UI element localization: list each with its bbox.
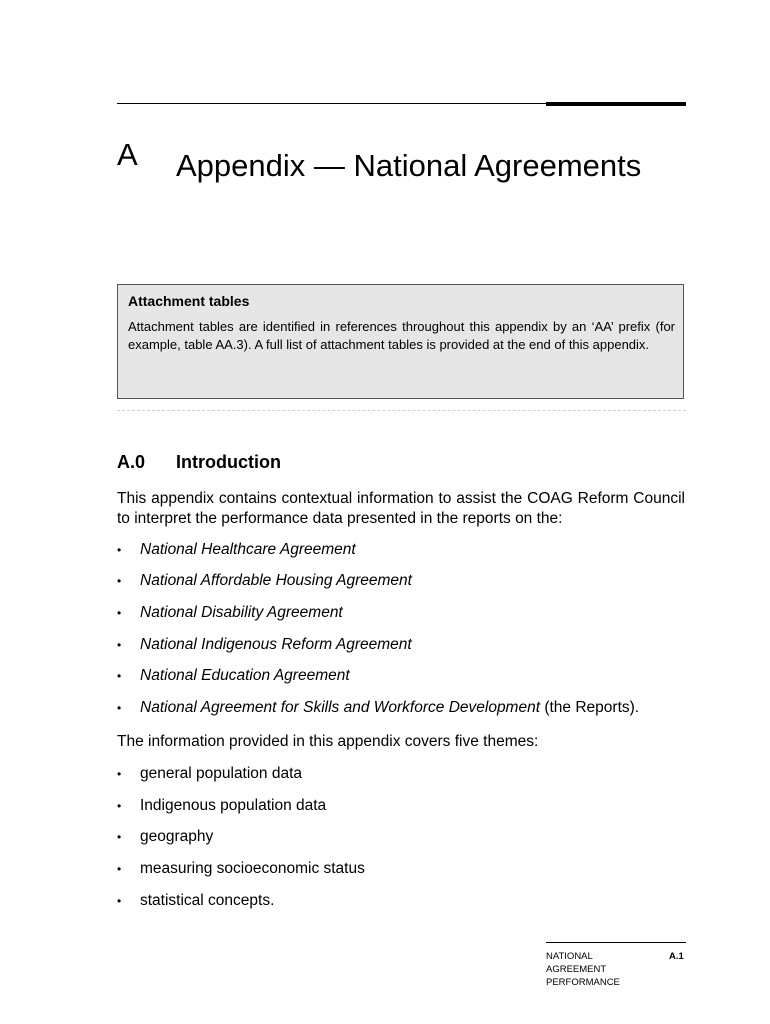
agreement-name: National Disability Agreement [140, 604, 343, 621]
box-divider [117, 410, 686, 411]
section-number: A.0 [117, 452, 146, 472]
theme-text: measuring socioeconomic status [140, 860, 365, 877]
footer-rule [546, 942, 686, 943]
agreement-name: National Education Agreement [140, 667, 350, 684]
bullet-icon: • [117, 799, 122, 813]
page-title: Appendix — National Agreements [176, 148, 642, 183]
theme-text: general population data [140, 765, 303, 782]
footer-line: NATIONAL [546, 951, 593, 962]
bullet-icon: • [117, 701, 122, 715]
themes-paragraph: The information provided in this appendix covers five themes: [117, 733, 539, 750]
attachment-box-text: Attachment tables are identified in references throughout this appendix by an ‘AA’ prefix (for example, table AA.3). A full list of attachment tables is provided at the end of this appendix. [128, 319, 675, 352]
theme-text: geography [140, 828, 214, 845]
footer-line: AGREEMENT [546, 964, 607, 975]
theme-text: statistical concepts. [140, 892, 275, 909]
agreement-name: National Agreement for Skills and Workforce Development [140, 699, 541, 716]
header-rule-accent [546, 102, 686, 106]
bullet-icon: • [117, 574, 122, 588]
intro-paragraph: This appendix contains contextual information to assist the COAG Reform Council to interpret the performance data presented in the reports on the: [117, 490, 685, 527]
bullet-icon: • [117, 543, 122, 557]
agreement-name: National Healthcare Agreement [140, 541, 356, 558]
footer-report-name [546, 950, 620, 989]
bullet-icon: • [117, 830, 122, 844]
section-title: Introduction [176, 452, 281, 472]
attachment-box-title: Attachment tables [128, 293, 250, 309]
footer-line: PERFORMANCE [546, 977, 620, 988]
agreement-name: National Affordable Housing Agreement [140, 572, 412, 589]
theme-text: Indigenous population data [140, 797, 327, 814]
bullet-icon: • [117, 638, 122, 652]
page-number: A.1 [669, 951, 684, 962]
bullet-icon: • [117, 606, 122, 620]
bullet-icon: • [117, 669, 122, 683]
header-rule [117, 103, 546, 104]
bullet-icon: • [117, 894, 122, 908]
agreements-suffix: (the Reports). [540, 699, 640, 716]
chapter-letter: A [117, 137, 138, 172]
bullet-icon: • [117, 767, 122, 781]
agreement-line [140, 698, 639, 718]
attachment-tables-box [117, 284, 684, 399]
agreement-name: National Indigenous Reform Agreement [140, 636, 412, 653]
bullet-icon: • [117, 862, 122, 876]
